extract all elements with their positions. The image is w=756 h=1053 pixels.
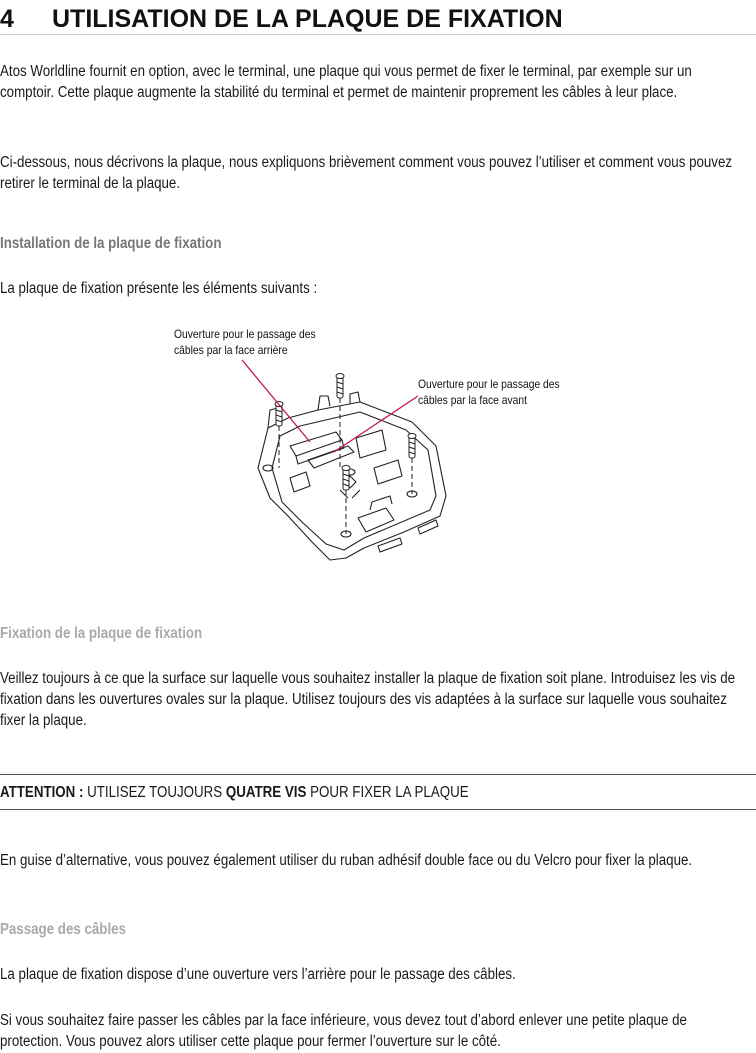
chapter-number: 4 — [0, 5, 14, 33]
screw-2 — [336, 374, 344, 399]
rear-cable-slot — [290, 432, 342, 456]
attention-box — [0, 774, 756, 810]
chapter-heading — [0, 0, 756, 35]
plate-outline — [258, 402, 446, 560]
screw-4 — [342, 466, 350, 491]
screw-3 — [408, 434, 416, 459]
attention-text-after: POUR FIXER LA PLAQUE — [306, 784, 469, 801]
attention-text-before: UTILISEZ TOUJOURS — [83, 784, 226, 801]
callout-rear-line-2: câbles par la face arrière — [174, 343, 288, 357]
mounting-plate-drawing — [150, 318, 590, 576]
callout-rear-line-1: Ouverture pour le passage des — [174, 327, 316, 341]
cables-paragraph-2: Si vous souhaitez faire passer les câbles par la face inférieure, vous devez tout d’abord enlever une petite plaque de protection. Vous pouvez alors utiliser cette plaque pour fermer l’ouverture sur le côté. — [0, 1012, 687, 1050]
installation-heading: Installation de la plaque de fixation — [0, 235, 222, 252]
fixation-heading: Fixation de la plaque de fixation — [0, 625, 203, 642]
fixation-text: Veillez toujours à ce que la surface sur laquelle vous souhaitez installer la plaque de fixation soit plane. Introduisez les vis de fixation dans les ouvertures ovales sur la plaque. Utilisez toujours des vis adaptées à la surface sur laquelle vous souhaitez fixer la plaque. — [0, 670, 736, 729]
alternative-text: En guise d’alternative, vous pouvez également utiliser du ruban adhésif double face ou du Velcro pour fixer la plaque. — [0, 852, 693, 869]
chapter-title: UTILISATION DE LA PLAQUE DE FIXATION — [52, 5, 563, 33]
cables-paragraph-1: La plaque de fixation dispose d’une ouverture vers l’arrière pour le passage des câbles. — [0, 966, 516, 983]
intro-paragraph-2: Ci-dessous, nous décrivons la plaque, nous expliquons brièvement comment vous pouvez l’utiliser et comment vous pouvez retirer le terminal de la plaque. — [0, 154, 733, 192]
callout-front-line-1: Ouverture pour le passage des — [418, 377, 560, 391]
attention-label: ATTENTION : — [0, 784, 84, 801]
intro-paragraph-1: Atos Worldline fournit en option, avec le terminal, une plaque qui vous permet de fixer le terminal, par exemple sur un comptoir. Cette plaque augmente la stabilité du terminal et permet de maintenir proprement les câbles à leur place. — [0, 63, 692, 101]
installation-text: La plaque de fixation présente les éléments suivants : — [0, 280, 318, 297]
attention-text — [0, 783, 469, 803]
attention-emphasis: QUATRE VIS — [225, 784, 307, 801]
leader-rear — [242, 360, 310, 442]
cables-heading: Passage des câbles — [0, 921, 126, 938]
mounting-plate-figure — [150, 318, 590, 576]
callout-front-line-2: câbles par la face avant — [418, 393, 528, 407]
